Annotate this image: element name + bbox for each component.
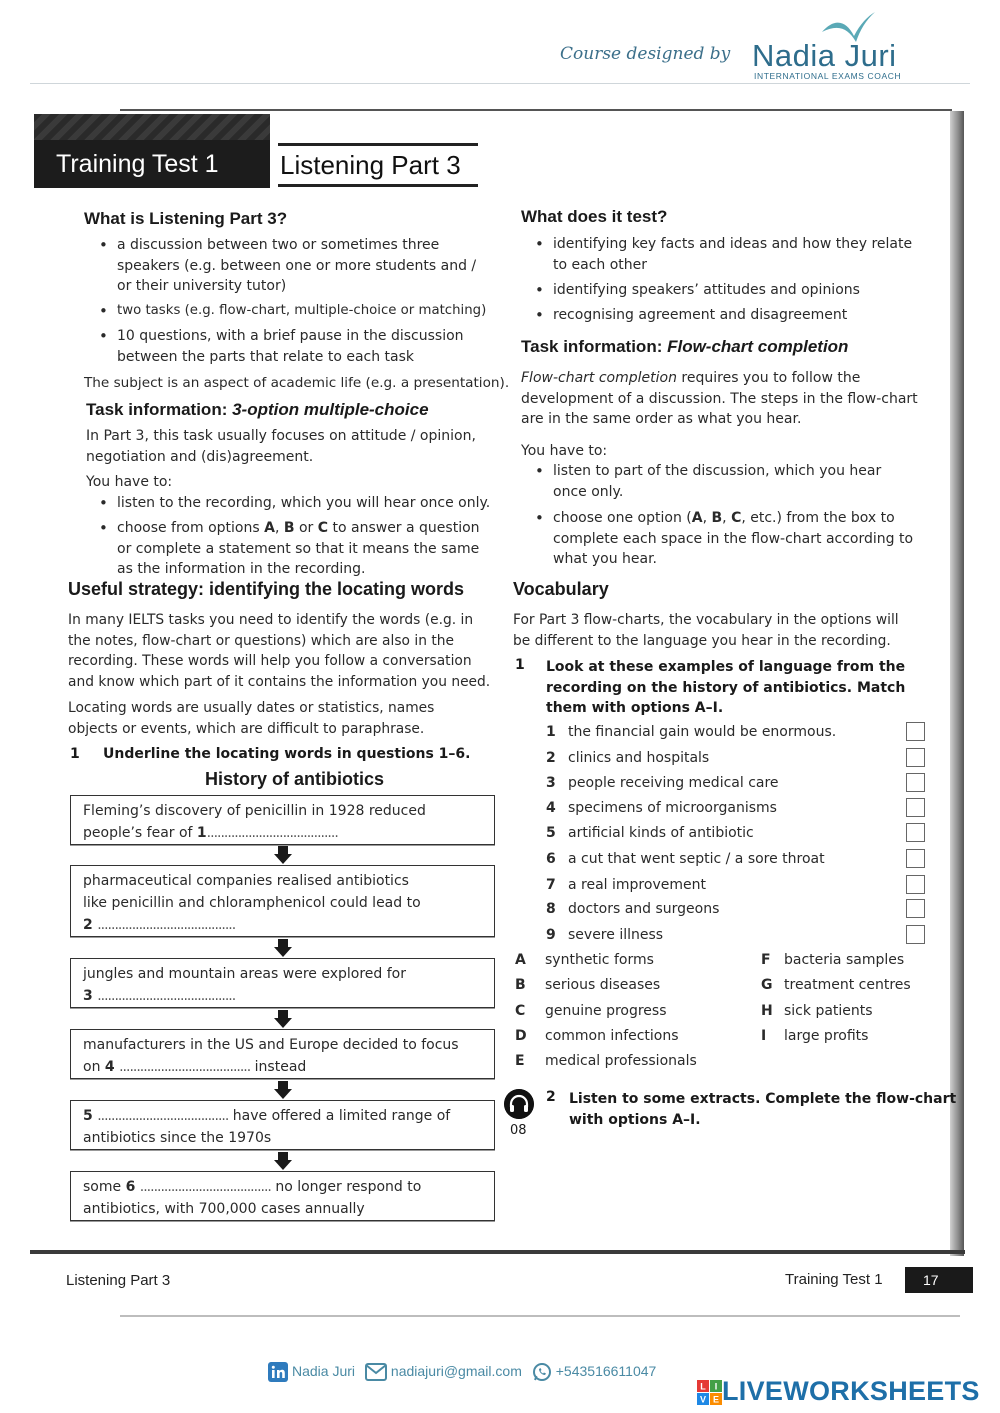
vocab-item: 3 people receiving medical care <box>546 775 779 791</box>
vocab-item: 1 the financial gain would be enormous. <box>546 724 837 740</box>
page-number: 17 <box>905 1267 973 1293</box>
option-f: F bacteria samples <box>761 952 905 968</box>
flowchart-box-5: 5 ...................................... have offered a limited range of antibiotics since the 1970s <box>70 1100 495 1150</box>
answer-box-1[interactable] <box>906 722 925 741</box>
liveworksheets-logo-icon <box>697 1380 723 1406</box>
arrow-down-icon <box>274 846 292 864</box>
answer-box-3[interactable] <box>906 773 925 792</box>
linkedin-icon <box>268 1362 288 1382</box>
task-info-mc-heading: Task information: 3-option multiple-choice <box>86 400 429 419</box>
title-test: Training Test 1 <box>34 140 270 188</box>
what-is-bullet-1: • a discussion between two or sometimes three speakers (e.g. between one or more students and / or their university tutor) <box>117 235 476 297</box>
flowchart-box-2: pharmaceutical companies realised antibiotics like penicillin and chloramphenicol could lead to 2 ........................................ <box>70 865 495 937</box>
page-frame-right <box>950 111 964 1256</box>
flowchart-box-3: jungles and mountain areas were explored for 3 ........................................ <box>70 958 495 1008</box>
vocab-item: 2 clinics and hospitals <box>546 750 710 766</box>
flowchart-box-4: manufacturers in the US and Europe decided to focus on 4 ...................................... instead <box>70 1029 495 1079</box>
option-h: H sick patients <box>761 1003 873 1019</box>
vocab-item: 8 doctors and surgeons <box>546 901 720 917</box>
flowchart-box-6: some 6 ...................................... no longer respond to antibiotics, with 700,000 cases annually <box>70 1171 495 1221</box>
strategy-paragraph-1: In many IELTS tasks you need to identify the words (e.g. in the notes, flow-chart or questions) which are also in the recording. These words will help you follow a conversation and know which part of it contains the information you need. <box>68 612 491 690</box>
strategy-heading: Useful strategy: identifying the locating words <box>68 579 465 599</box>
vocab-item: 9 severe illness <box>546 927 664 943</box>
vocabulary-heading: Vocabulary <box>513 579 609 599</box>
strategy-paragraph-2: Locating words are usually dates or statistics, names objects or events, which are difficult to paraphrase. <box>68 700 435 737</box>
vocab-item: 4 specimens of microorganisms <box>546 800 777 816</box>
arrow-down-icon <box>274 939 292 957</box>
answer-box-8[interactable] <box>906 899 925 918</box>
task-mc-bullet-2: • choose from options A, B or C to answer a question or complete a statement so that it means the same as the information in the recording. <box>117 518 480 580</box>
answer-blank-2[interactable]: ........................................ <box>97 917 236 933</box>
vocab-question-1-number: 1 <box>515 657 525 673</box>
contact-bar <box>268 1362 662 1382</box>
answer-blank-6[interactable]: ...................................... <box>139 1179 271 1195</box>
title-stripes <box>34 114 270 142</box>
answer-box-6[interactable] <box>906 849 925 868</box>
task-mc-bullet-1: • listen to the recording, which you will hear once only. <box>117 493 490 514</box>
arrow-down-icon <box>274 1081 292 1099</box>
option-b: B serious diseases <box>515 977 661 993</box>
you-have-to-right: You have to: <box>521 443 608 459</box>
arrow-down-icon <box>274 1010 292 1028</box>
page-frame-bottom <box>30 1250 965 1254</box>
answer-box-2[interactable] <box>906 748 925 767</box>
option-d: D common infections <box>515 1028 679 1044</box>
header-divider <box>30 83 970 84</box>
task-info-fc-text: Flow-chart completion requires you to follow the development of a discussion. The steps in the flow-chart are in the same order as what you hear. <box>521 370 918 427</box>
whatsapp-icon <box>532 1362 552 1382</box>
headphones-icon[interactable] <box>504 1089 534 1119</box>
what-test-bullet-3: • recognising agreement and disagreement <box>553 305 847 326</box>
option-a: A synthetic forms <box>515 952 654 968</box>
title-part: Listening Part 3 <box>278 143 478 187</box>
answer-blank-4[interactable]: ...................................... <box>119 1059 251 1075</box>
vocab-item: 7 a real improvement <box>546 877 706 893</box>
option-i: I large profits <box>761 1028 869 1044</box>
liveworksheets-brand: LIVEWORKSHEETS <box>722 1376 980 1406</box>
task-fc-bullet-1: • listen to part of the discussion, which you hear once only. <box>553 461 881 502</box>
what-is-bullet-3: • 10 questions, with a brief pause in the discussion between the parts that relate to each task <box>117 326 464 367</box>
vocab-item: 6 a cut that went septic / a sore throat <box>546 851 825 867</box>
track-number: 08 <box>510 1123 527 1138</box>
vocab-question-2-text: Listen to some extracts. Complete the flow-chart with options A–I. <box>569 1091 957 1128</box>
contact-name: Nadia Juri <box>292 1362 356 1379</box>
arrow-down-icon <box>274 1152 292 1170</box>
option-e: E medical professionals <box>515 1053 697 1069</box>
what-test-bullet-1: • identifying key facts and ideas and how they relate to each other <box>553 234 912 275</box>
option-c: C genuine progress <box>515 1003 667 1019</box>
task-info-fc-heading: Task information: Flow-chart completion <box>521 337 849 356</box>
brand-name: Nadia Juri <box>752 38 897 73</box>
you-have-to-left: You have to: <box>86 474 173 490</box>
answer-blank-1[interactable]: ...................................... <box>206 825 338 841</box>
contact-phone: +543516611047 <box>555 1362 657 1379</box>
task-fc-bullet-2: • choose one option (A, B, C, etc.) from the box to complete each space in the flow-chart according to what you hear. <box>553 508 913 570</box>
brand-subtitle: INTERNATIONAL EXAMS COACH <box>754 71 902 81</box>
option-g: G treatment centres <box>761 977 911 993</box>
flowchart-box-1: Fleming’s discovery of penicillin in 1928 reduced people’s fear of 1...................................... <box>70 795 495 845</box>
flowchart-title: History of antibiotics <box>205 769 385 789</box>
strategy-question-number: 1 <box>70 746 80 762</box>
vocabulary-intro: For Part 3 flow-charts, the vocabulary in the options will be different to the language you hear in the recording. <box>513 612 899 649</box>
svg-text:V: V <box>699 1394 707 1405</box>
vocab-item: 5 artificial kinds of antibiotic <box>546 825 754 841</box>
what-test-bullet-2: • identifying speakers’ attitudes and opinions <box>553 280 860 301</box>
footer-divider <box>120 1315 960 1317</box>
svg-text:I: I <box>714 1381 718 1392</box>
answer-box-9[interactable] <box>906 925 925 944</box>
contact-email[interactable]: nadiajuri@gmail.com <box>390 1362 522 1379</box>
answer-box-5[interactable] <box>906 823 925 842</box>
answer-blank-3[interactable]: ........................................ <box>97 988 236 1004</box>
footer-section: Listening Part 3 <box>66 1272 171 1289</box>
footer-test: Training Test 1 <box>785 1271 883 1288</box>
answer-box-4[interactable] <box>906 798 925 817</box>
task-info-mc-text: In Part 3, this task usually focuses on attitude / opinion, negotiation and (dis)agreement. <box>86 428 476 465</box>
course-designed-by: Course designed by <box>560 44 731 64</box>
what-is-heading: What is Listening Part 3? <box>84 209 288 228</box>
what-is-bullet-2: • two tasks (e.g. flow-chart, multiple-choice or matching) <box>117 301 486 322</box>
answer-blank-5[interactable]: ...................................... <box>97 1108 229 1124</box>
what-test-heading: What does it test? <box>521 207 668 226</box>
page-frame-top <box>120 109 952 111</box>
strategy-question-text: Underline the locating words in questions 1–6. <box>103 746 471 762</box>
vocab-question-2-number: 2 <box>546 1089 556 1105</box>
svg-text:E: E <box>712 1394 720 1405</box>
what-is-subject: The subject is an aspect of academic life (e.g. a presentation). <box>84 375 510 391</box>
answer-box-7[interactable] <box>906 875 925 894</box>
svg-text:L: L <box>700 1381 706 1392</box>
vocab-question-1-text: Look at these examples of language from the recording on the history of antibiotics. Match them with options A–I. <box>546 659 906 716</box>
email-icon <box>365 1363 387 1381</box>
